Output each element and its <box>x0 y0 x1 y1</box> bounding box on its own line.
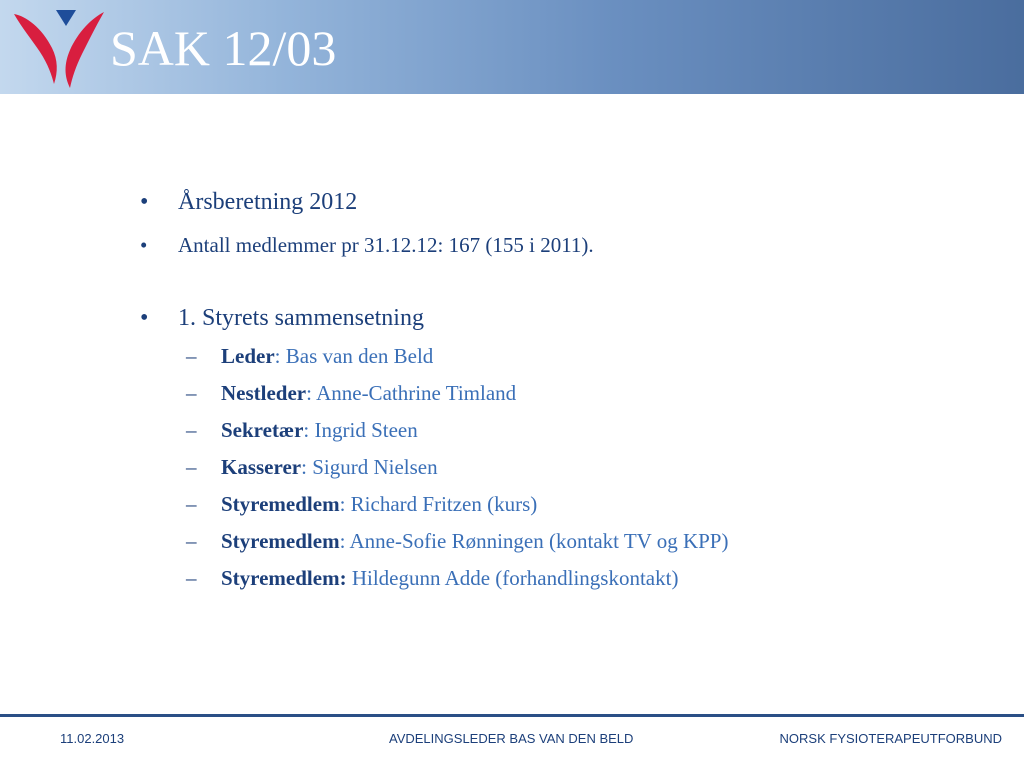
role-separator: : <box>274 344 286 368</box>
footer-author: AVDELINGSLEDER BAS VAN DEN BELD <box>389 731 634 746</box>
role-separator: : <box>301 455 313 479</box>
board-member-name: Ingrid Steen <box>314 418 418 442</box>
dash-marker: – <box>186 344 197 368</box>
board-member-name: Bas van den Beld <box>285 344 434 368</box>
page-title: SAK 12/03 <box>110 20 337 76</box>
slide-content <box>140 182 1000 597</box>
board-member-item <box>186 375 1000 412</box>
bullet-marker: • <box>140 305 149 331</box>
footer-divider <box>0 714 1024 717</box>
role-separator: : <box>303 418 315 442</box>
footer-organization: NORSK FYSIOTERAPEUTFORBUND <box>779 731 1002 746</box>
bullet-text: 1. Styrets sammensetning <box>178 305 424 331</box>
role-separator: : <box>306 381 317 405</box>
bullet-marker: • <box>140 189 149 215</box>
bullet-text: Årsberetning 2012 <box>178 189 358 215</box>
bullet-item <box>140 227 1000 263</box>
bullet-item <box>140 298 1000 338</box>
board-role: Kasserer <box>221 455 302 479</box>
board-role: Sekretær <box>221 418 304 442</box>
board-member-item <box>186 486 1000 523</box>
dash-marker: – <box>186 381 197 405</box>
board-member-name: Anne-Sofie Rønningen (kontakt TV og KPP) <box>349 529 729 553</box>
board-member-item <box>186 449 1000 486</box>
board-member-item <box>186 338 1000 375</box>
dash-marker: – <box>186 418 197 442</box>
board-member-list <box>140 338 1000 597</box>
board-member-item <box>186 560 1000 597</box>
board-member-name: Sigurd Nielsen <box>312 455 438 479</box>
dash-marker: – <box>186 455 197 479</box>
dash-marker: – <box>186 566 197 590</box>
board-role: Nestleder <box>221 381 307 405</box>
dash-marker: – <box>186 529 197 553</box>
board-member-name: Hildegunn Adde (forhandlingskontakt) <box>351 566 679 590</box>
board-member-item <box>186 412 1000 449</box>
board-role: Styremedlem <box>221 492 340 516</box>
board-role: Leder <box>221 344 275 368</box>
board-member-item <box>186 523 1000 560</box>
organization-logo-icon <box>12 6 108 90</box>
board-member-name: Anne-Cathrine Timland <box>316 381 517 405</box>
dash-marker: – <box>186 492 197 516</box>
board-role: Styremedlem: <box>221 566 347 590</box>
header-band <box>0 0 1024 94</box>
bullet-item <box>140 182 1000 222</box>
bullet-text: Antall medlemmer pr 31.12.12: 167 (155 i 2011). <box>178 233 594 257</box>
footer-date: 11.02.2013 <box>60 731 125 746</box>
bullet-marker: • <box>140 233 148 257</box>
role-separator: : <box>339 529 350 553</box>
board-role: Styremedlem <box>221 529 340 553</box>
role-separator: : <box>339 492 351 516</box>
board-member-name: Richard Fritzen (kurs) <box>350 492 538 516</box>
